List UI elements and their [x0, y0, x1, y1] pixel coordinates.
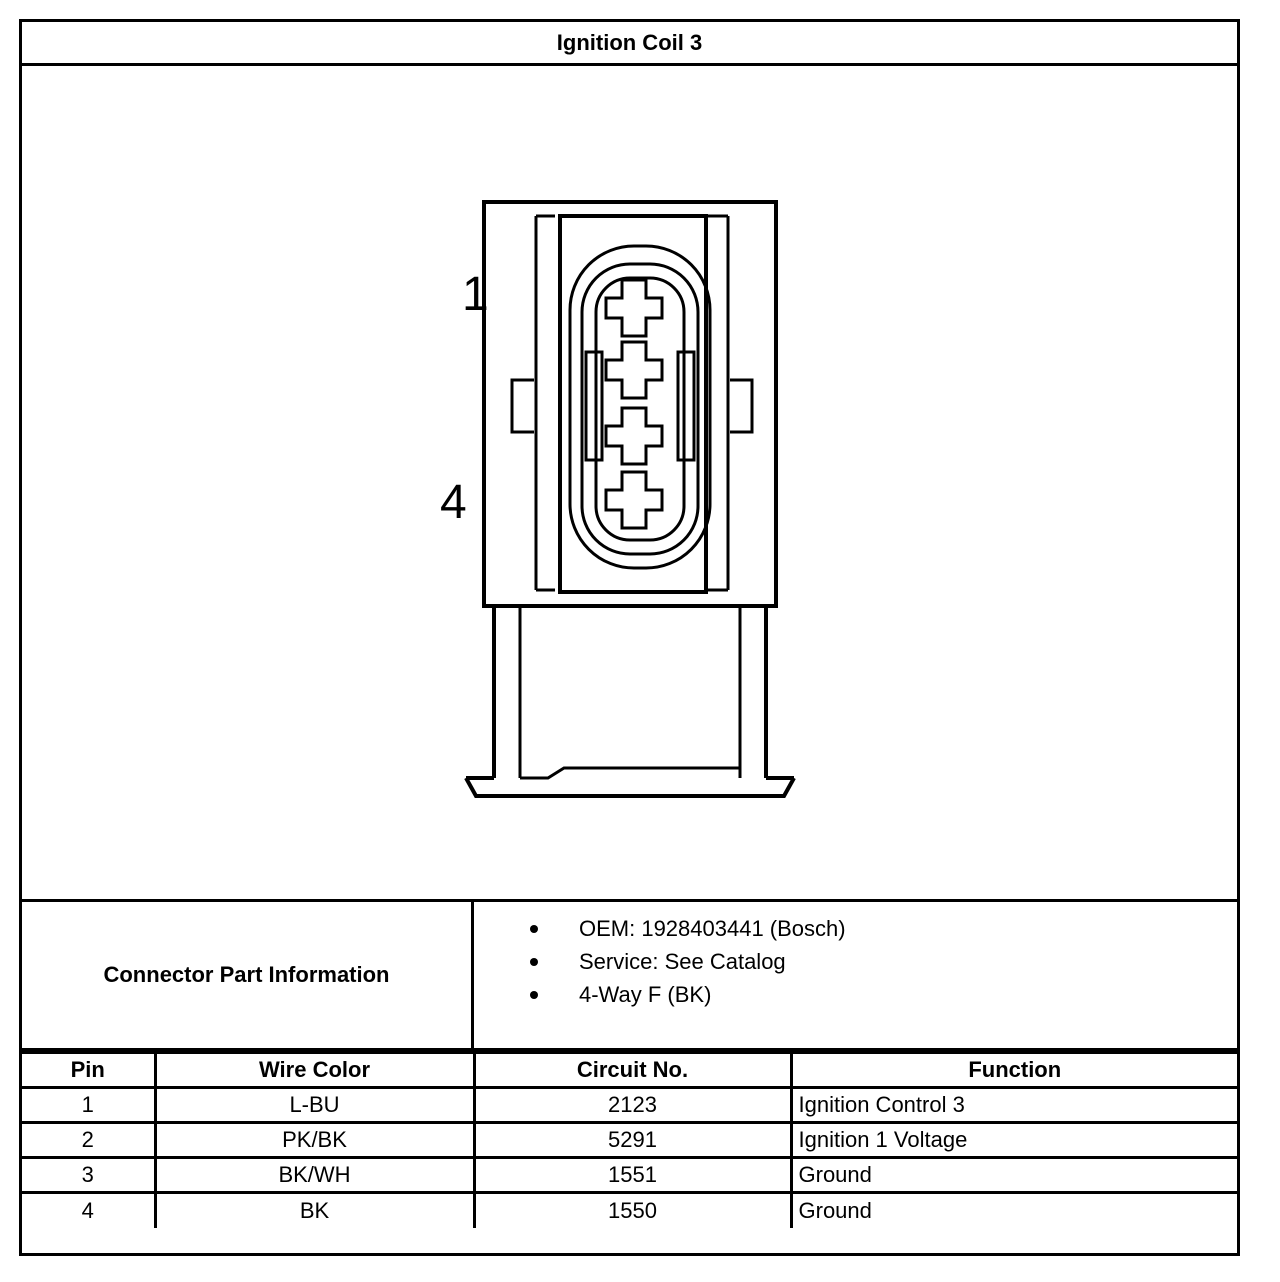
header-wire-color: Wire Color — [155, 1053, 474, 1088]
bullet-icon — [530, 991, 538, 999]
header-function: Function — [791, 1053, 1237, 1088]
cell-circuit: 5291 — [474, 1123, 791, 1158]
pin-4-cavity — [606, 472, 662, 528]
cell-function: Ground — [791, 1158, 1237, 1193]
cell-wire-color: L-BU — [155, 1088, 474, 1123]
right-latch — [730, 380, 752, 432]
base-notch — [520, 768, 740, 778]
table-row — [22, 1158, 1237, 1193]
right-key-slot — [678, 352, 694, 460]
table-row — [22, 1123, 1237, 1158]
list-item: 4-Way F (BK) — [474, 978, 1237, 1011]
cell-pin: 3 — [22, 1158, 155, 1193]
connector-info-label: Connector Part Information — [22, 902, 474, 1048]
cell-wire-color: BK/WH — [155, 1158, 474, 1193]
pin-label-1: 1 — [462, 268, 489, 321]
header-pin: Pin — [22, 1053, 155, 1088]
table-header-row — [22, 1053, 1237, 1088]
header-circuit: Circuit No. — [474, 1053, 791, 1088]
pin-3-cavity — [606, 408, 662, 464]
connector-base — [466, 778, 794, 796]
connector-sheet — [19, 19, 1240, 1256]
cell-circuit: 2123 — [474, 1088, 791, 1123]
bullet-icon — [530, 958, 538, 966]
cell-pin: 4 — [22, 1193, 155, 1228]
left-latch — [512, 380, 534, 432]
table-row — [22, 1193, 1237, 1228]
bullet-icon — [530, 925, 538, 933]
connector-part-information — [22, 899, 1237, 1051]
left-key-slot — [586, 352, 602, 460]
cell-wire-color: PK/BK — [155, 1123, 474, 1158]
connector-info-list — [474, 902, 1237, 1058]
cell-circuit: 1551 — [474, 1158, 791, 1193]
page-title — [22, 22, 1237, 66]
pin-2-cavity — [606, 342, 662, 398]
connector-diagram — [22, 66, 1237, 899]
connector-drawing — [22, 66, 1237, 899]
title-text: Ignition Coil 3 — [556, 29, 703, 55]
cell-function: Ignition Control 3 — [791, 1088, 1237, 1123]
pin-1-cavity — [606, 280, 662, 336]
cell-function: Ground — [791, 1193, 1237, 1228]
pin-label-4: 4 — [440, 476, 467, 529]
cell-function: Ignition 1 Voltage — [791, 1123, 1237, 1158]
list-item: Service: See Catalog — [474, 945, 1237, 978]
list-item: OEM: 1928403441 (Bosch) — [474, 912, 1237, 945]
cell-circuit: 1550 — [474, 1193, 791, 1228]
cell-wire-color: BK — [155, 1193, 474, 1228]
pin-table — [22, 1051, 1237, 1228]
cell-pin: 1 — [22, 1088, 155, 1123]
cell-pin: 2 — [22, 1123, 155, 1158]
table-row — [22, 1088, 1237, 1123]
